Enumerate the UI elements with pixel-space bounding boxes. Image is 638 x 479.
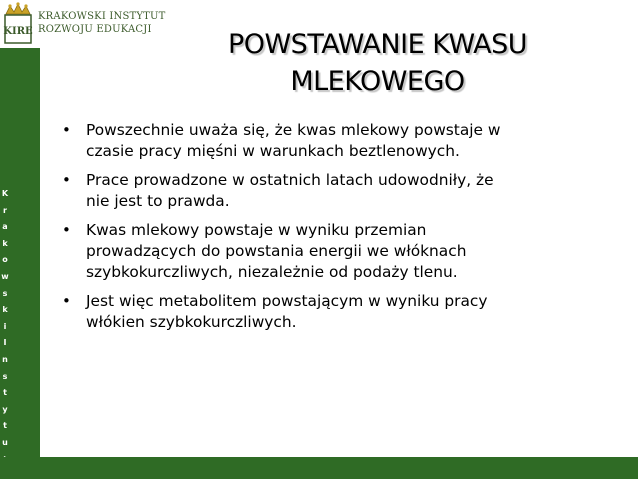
sidebar-letter: r (3, 205, 7, 215)
sidebar-letter: a (2, 222, 8, 232)
bullet-item (60, 291, 620, 333)
bullet-icon: • (62, 221, 71, 239)
sidebar-letter: k (2, 238, 8, 248)
sidebar-letter: n (2, 354, 8, 364)
bullet-line: czasie pracy mięśni w warunkach beztlenowych. (86, 142, 460, 160)
logo-text-line2: ROZWOJU EDUKACJI (38, 24, 152, 35)
bottom-bar (0, 457, 638, 479)
logo-text-line1: KRAKOWSKI INSTYTUT (38, 11, 166, 22)
title-line1: POWSTAWANIE KWASU (227, 29, 528, 60)
sidebar-letter: y (2, 404, 8, 414)
bullet-icon: • (62, 121, 71, 139)
sidebar-letter: I (3, 338, 7, 348)
sidebar-letter: s (2, 288, 8, 298)
bullet-line: Prace prowadzone w ostatnich latach udowodniły, że (86, 171, 494, 189)
sidebar-letter: o (2, 255, 8, 265)
bullet-line: włókien szybkokurczliwych. (86, 313, 297, 331)
sidebar-letter: K (1, 189, 9, 198)
bullet-line: prowadzących do powstania energii we włóknach (86, 242, 467, 260)
bullet-line: Jest więc metabolitem powstającym w wyniku pracy (86, 292, 488, 310)
bullet-icon: • (62, 171, 71, 189)
institute-logo (0, 0, 170, 46)
sidebar-letter: s (2, 371, 8, 381)
sidebar-letter: u (2, 437, 8, 447)
slide-title (170, 26, 585, 100)
bullet-line: Powszechnie uważa się, że kwas mlekowy powstaje w (86, 121, 501, 139)
sidebar-letter: t (3, 421, 7, 431)
sidebar-letter: k (2, 305, 8, 315)
title-line2: MLEKOWEGO (290, 66, 465, 97)
bullet-item (60, 170, 620, 212)
sidebar-letter: w (1, 271, 9, 281)
bullet-line: nie jest to prawda. (86, 192, 230, 210)
crown-emblem-icon (2, 2, 34, 44)
svg-text:KIRE: KIRE (3, 26, 33, 37)
bullet-item (60, 220, 620, 283)
bullet-icon: • (62, 292, 71, 310)
sidebar-vertical-text (0, 186, 10, 468)
sidebar-letter: i (3, 321, 7, 331)
sidebar-letter: t (3, 388, 7, 398)
bullet-line: Kwas mlekowy powstaje w wyniku przemian (86, 221, 427, 239)
bullet-item (60, 120, 620, 162)
left-sidebar-bar (0, 48, 40, 479)
bullet-line: szybkokurczliwych, niezależnie od podaży tlenu. (86, 263, 458, 281)
bullet-list (60, 120, 620, 341)
